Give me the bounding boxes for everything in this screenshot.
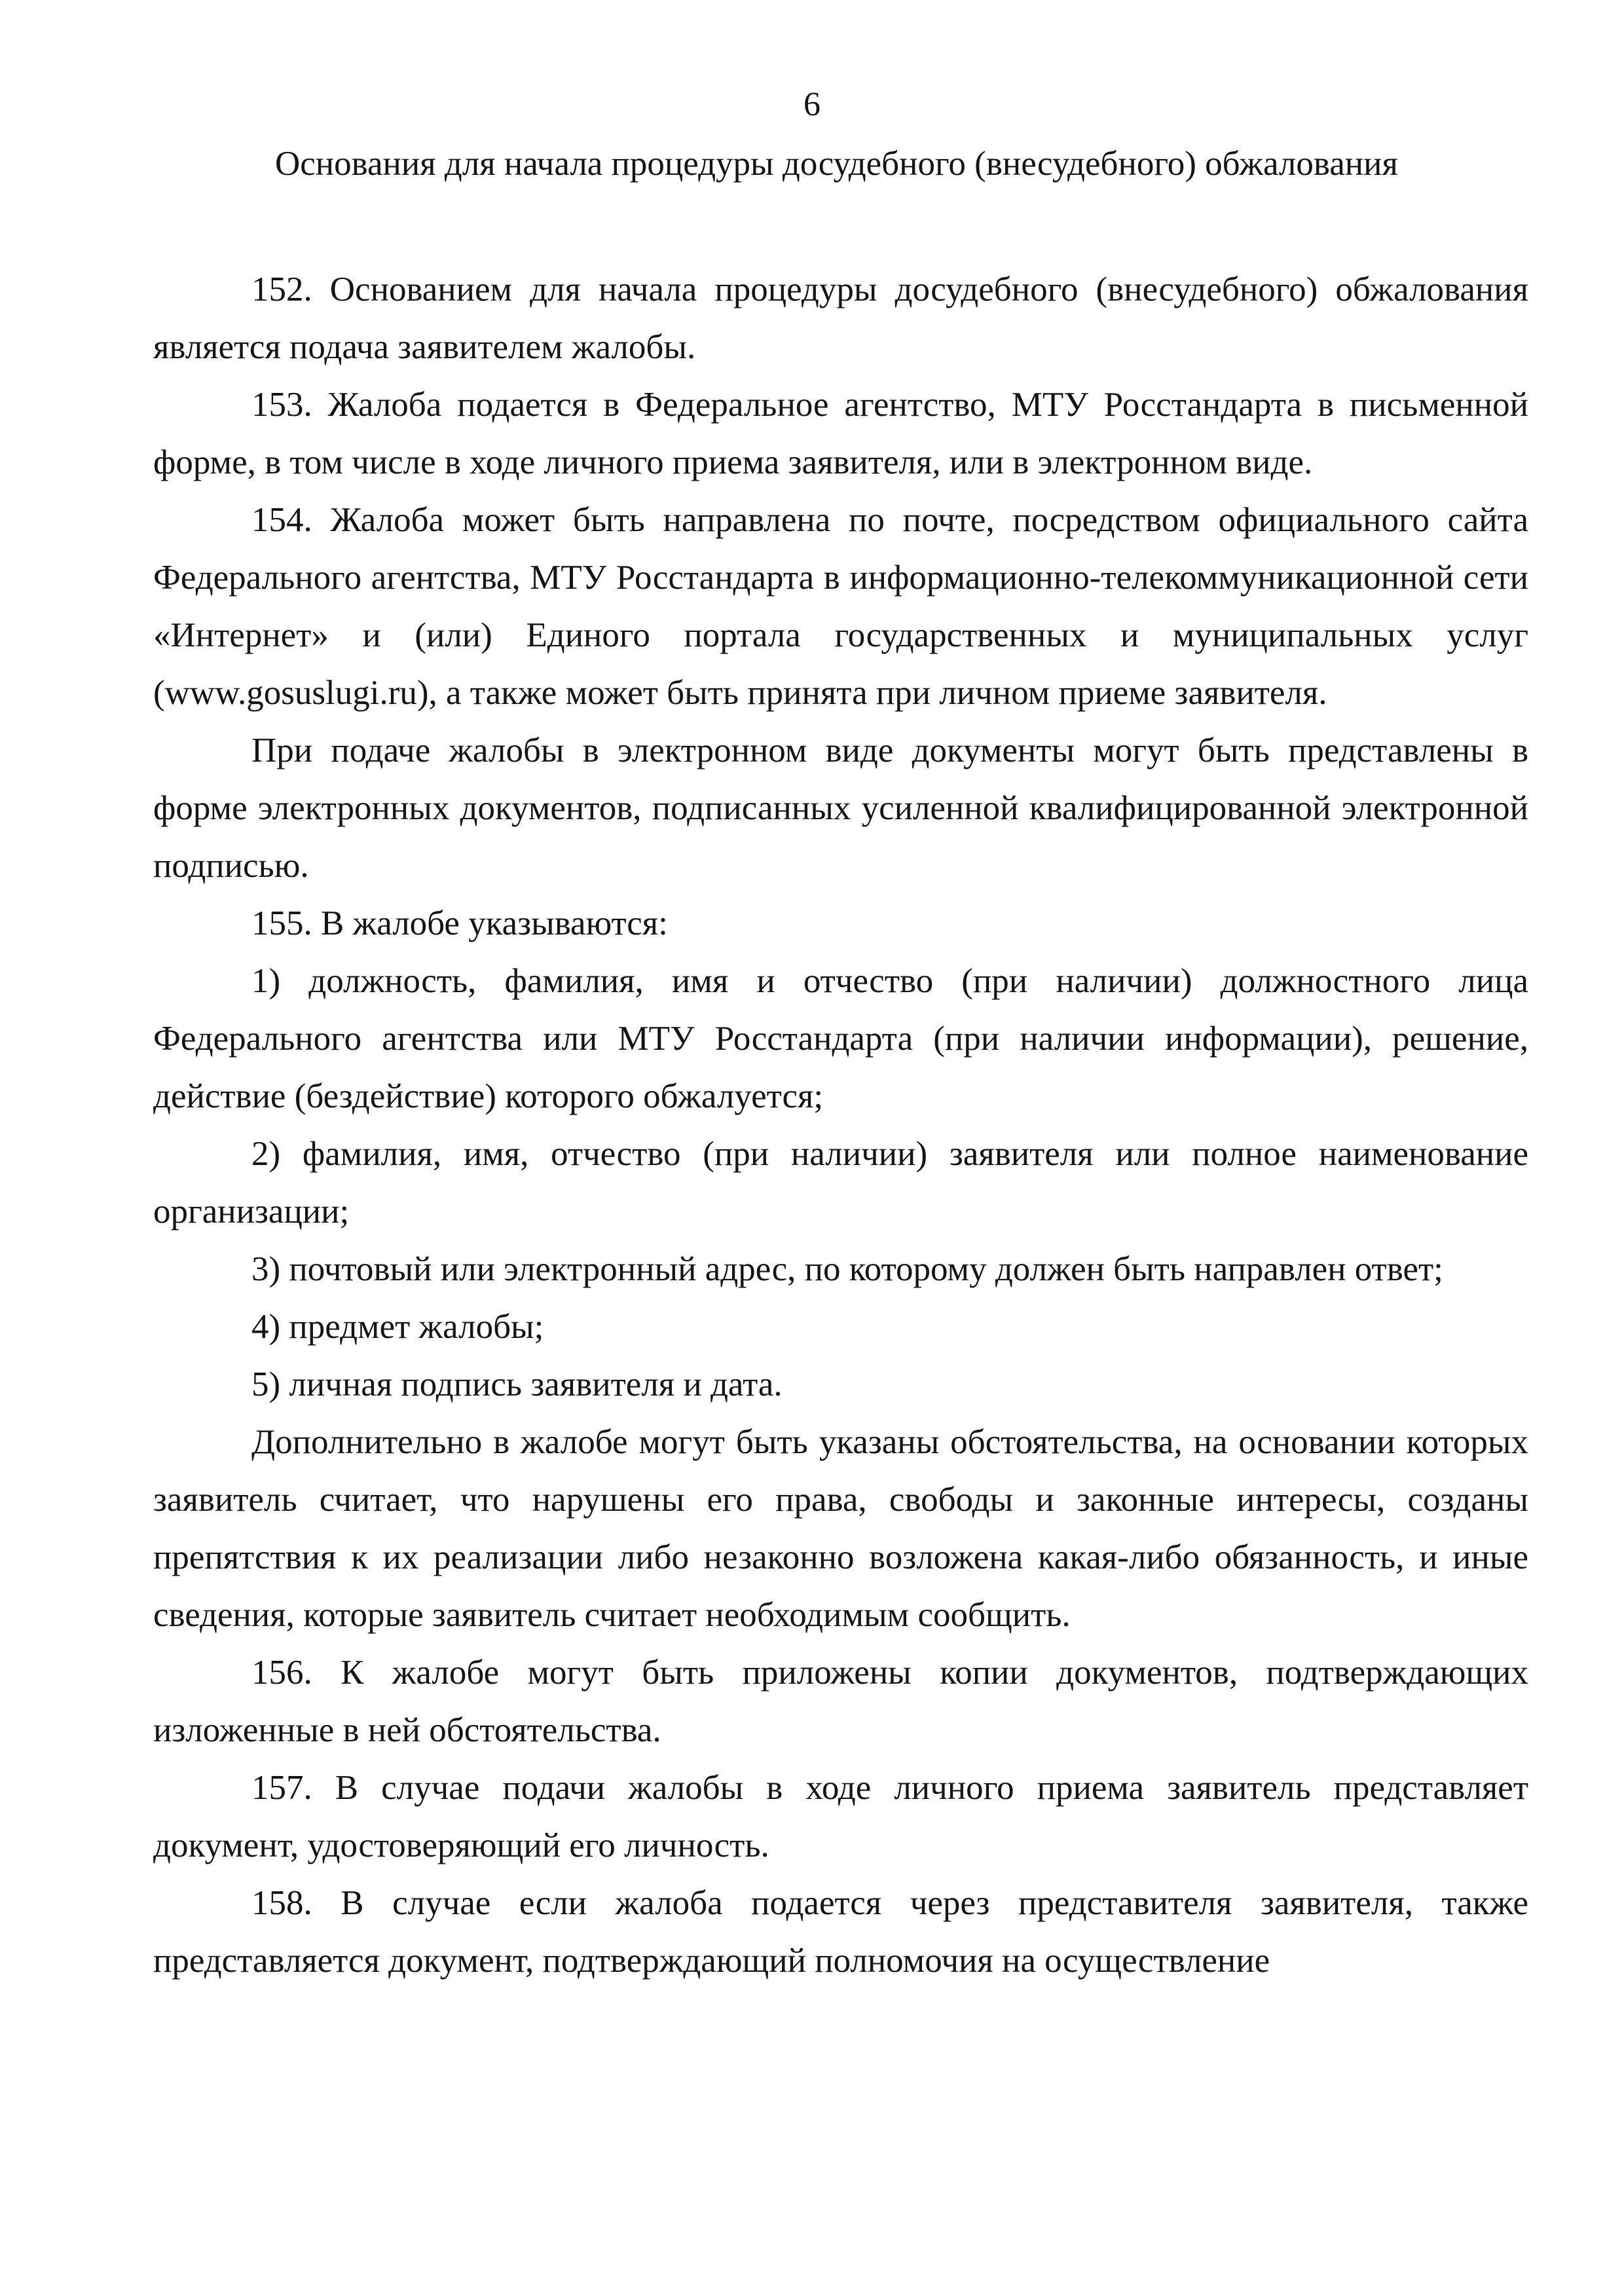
paragraph-154: 154. Жалоба может быть направлена по почте, посредством официального сайта Федерального агентства, МТУ Росстандарта в информационно-телекоммуникационной сети «Интернет» и (или) Единого портала государственных и муниципальных услуг (www.gosuslugi.ru), а также может быть принята при личном приеме заявителя. xyxy=(153,501,1528,712)
body-text xyxy=(153,261,1528,1990)
paragraph-156: 156. К жалобе могут быть приложены копии документов, подтверждающих изложенные в ней обстоятельства. xyxy=(153,1654,1528,1749)
section-heading: Основания для начала процедуры досудебного (внесудебного) обжалования xyxy=(275,145,1398,183)
list-item-5: 5) личная подпись заявителя и дата. xyxy=(251,1365,783,1403)
paragraph-152: 152. Основанием для начала процедуры досудебного (внесудебного) обжалования является подача заявителем жалобы. xyxy=(153,270,1528,366)
paragraph-155: 155. В жалобе указываются: xyxy=(251,904,668,942)
list-item-2: 2) фамилия, имя, отчество (при наличии) заявителя или полное наименование организации; xyxy=(153,1135,1528,1231)
list-item-3: 3) почтовый или электронный адрес, по которому должен быть направлен ответ; xyxy=(251,1250,1443,1288)
list-item-4: 4) предмет жалобы; xyxy=(251,1308,544,1346)
page-number: 6 xyxy=(803,86,821,123)
paragraph-electronic-submission: При подаче жалобы в электронном виде документы могут быть представлены в форме электронных документов, подписанных усиленной квалифицированной электронной подписью. xyxy=(153,731,1528,885)
paragraph-158: 158. В случае если жалоба подается через представителя заявителя, также представляется документ, подтверждающий полномочия на осуществление xyxy=(153,1884,1528,1980)
paragraph-153: 153. Жалоба подается в Федеральное агентство, МТУ Росстандарта в письменной форме, в том числе в ходе личного приема заявителя, или в электронном виде. xyxy=(153,386,1528,481)
paragraph-157: 157. В случае подачи жалобы в ходе личного приема заявитель представляет документ, удостоверяющий его личность. xyxy=(153,1769,1528,1864)
list-item-1: 1) должность, фамилия, имя и отчество (при наличии) должностного лица Федерального агентства или МТУ Росстандарта (при наличии информации), решение, действие (бездействие) которого обжалуется; xyxy=(153,962,1528,1115)
paragraph-additional-info: Дополнительно в жалобе могут быть указаны обстоятельства, на основании которых заявитель считает, что нарушены его права, свободы и законные интересы, созданы препятствия к их реализации либо незаконно возложена какая-либо обязанность, и иные сведения, которые заявитель считает необходимым сообщить. xyxy=(153,1423,1528,1634)
